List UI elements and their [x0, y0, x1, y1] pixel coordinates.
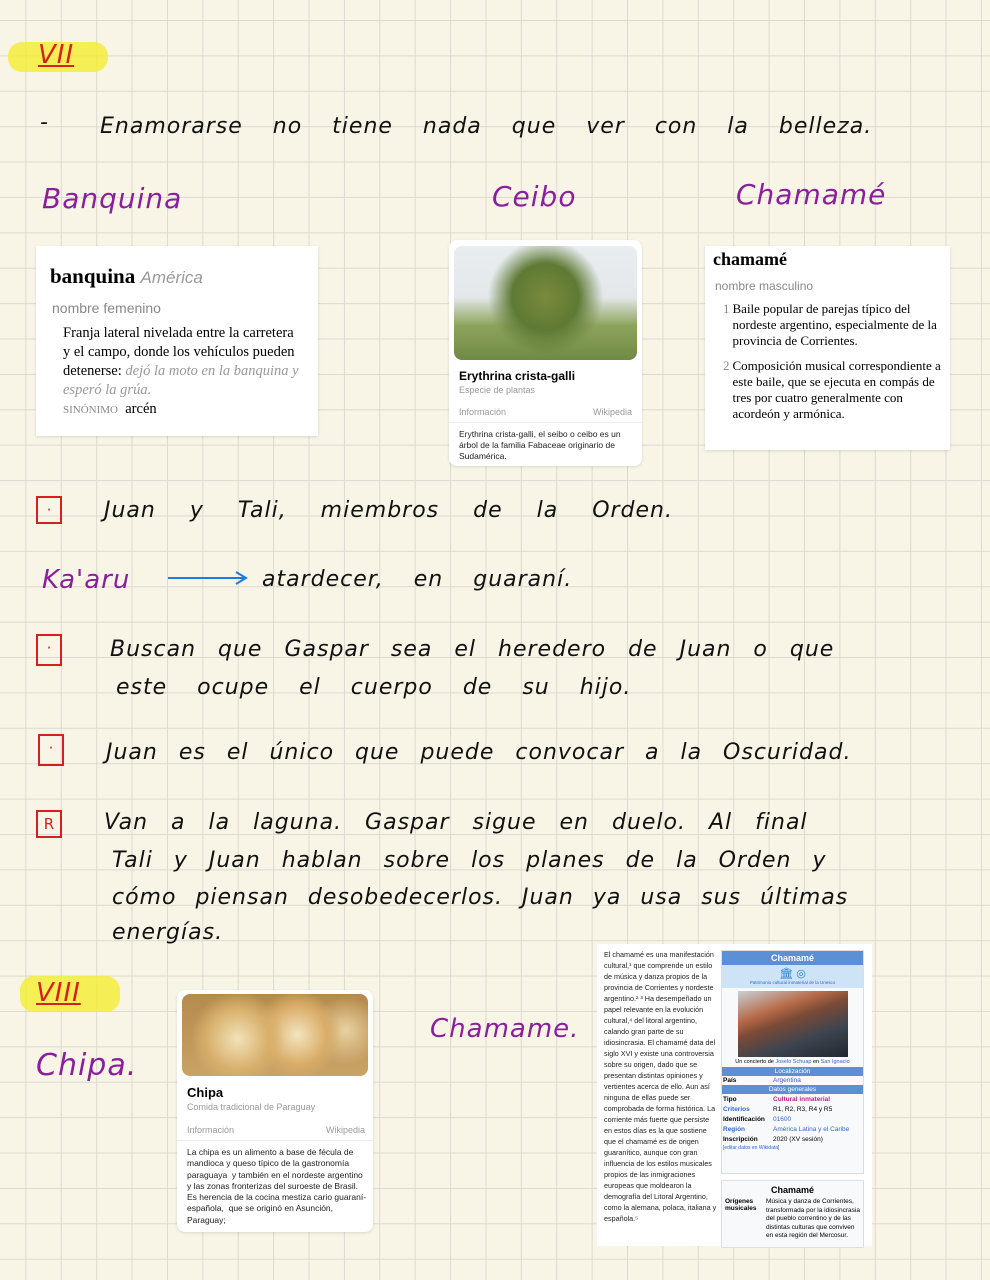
synonym-label: SINÓNIMO: [63, 404, 118, 416]
concert-photo: [738, 991, 848, 1057]
note-line: este ocupe el cuerpo de su hijo.: [116, 675, 632, 700]
sense-2: Composición musical correspondiente a este baile, que se ejecuta en compás de tres por cuatro generalmente con acordeón y armónica.: [732, 358, 941, 421]
checkbox-1[interactable]: ·: [36, 496, 62, 524]
sense-number: 2: [723, 358, 730, 373]
synonym: arcén: [125, 401, 157, 417]
checkbox-2[interactable]: ·: [36, 634, 62, 666]
edit-wikidata-link[interactable]: [editar datos en Wikidata]: [723, 1145, 780, 1151]
row-key: Tipo: [723, 1096, 737, 1103]
summary: La chipa es un alimento a base de fécula de mandioca y queso típico de la gastronomía paraguaya y también en el nordeste argentino y las zonas fronterizas del suroeste de Brasil. Es herencia de la cocina mestiza cario guaraní-española, que se originó en Asunción, Paraguay;: [187, 1147, 375, 1225]
example: dejó la moto en la banquina y esperó la grúa.: [63, 363, 299, 398]
arrow-icon: [166, 569, 250, 587]
infobox-2: [721, 1180, 864, 1248]
sense-number: 1: [723, 301, 730, 316]
unesco-label: Patrimonio cultural inmaterial de la Unesco: [749, 980, 836, 985]
kaaru-definition: atardecer, en guaraní.: [262, 567, 573, 592]
row-key: País: [723, 1077, 737, 1084]
subtitle: Comida tradicional de Paraguay: [187, 1102, 316, 1112]
infobox-title: Chamamé: [722, 951, 863, 965]
row-value[interactable]: 01600: [773, 1116, 792, 1123]
row-value[interactable]: Cultural inmaterial: [773, 1096, 831, 1103]
title: Chipa: [187, 1085, 224, 1100]
note-line: cómo piensan desobedecerlos. Juan ya usa sus últimas: [112, 885, 849, 910]
source-link[interactable]: Wikipedia: [592, 407, 632, 417]
info-label: Información: [187, 1125, 235, 1135]
title: Erythrina crista-galli: [459, 369, 576, 383]
grammar: nombre femenino: [52, 300, 161, 316]
definition: Franja lateral nivelada entre la carretera y el campo, donde los vehículos pueden detenerse:: [63, 325, 295, 379]
chipa-image: [182, 994, 368, 1076]
word-chamame: Chamamé: [736, 178, 887, 211]
ceibo-wikipedia-card: [449, 240, 642, 466]
sense-1: Baile popular de parejas típico del nordeste argentino, especialmente de la provincia de Corrientes.: [732, 301, 937, 348]
row-key[interactable]: Criterios: [723, 1106, 750, 1113]
banquina-definition-card: [36, 246, 318, 436]
row-key: Identificación: [723, 1116, 765, 1123]
infobox: [721, 950, 864, 1174]
chamame-wikipedia-article: [597, 944, 872, 1246]
grammar: nombre masculino: [715, 279, 814, 293]
section-heading-viii: VIII: [36, 978, 81, 1008]
section-header: Datos generales: [722, 1085, 863, 1094]
checkbox-3[interactable]: ·: [38, 734, 64, 766]
checkbox-4[interactable]: R: [36, 810, 62, 838]
row-value[interactable]: América Latina y el Caribe: [773, 1126, 850, 1133]
row-value: Música y danza de Corrientes, transformada por la idiosincrasia del pueblo correntino y de las distintas culturas que conviven en esta región del Mercosur.: [766, 1198, 860, 1239]
section-heading-vii: VII: [38, 40, 75, 70]
word-chipa: Chipa.: [36, 1048, 138, 1083]
note-line: Enamorarse no tiene nada que ver con la belleza.: [100, 114, 873, 139]
row-value: 2020 (XV sesión): [773, 1136, 823, 1143]
caption: Un concierto de: [735, 1059, 776, 1065]
summary: Erythrina crista-galli, el seibo o ceibo es un árbol de la familia Fabaceae originario de Sudamérica.: [459, 429, 621, 461]
note-line: Juan y Tali, miembros de la Orden.: [104, 498, 673, 523]
unesco-icon: 🏛 ◎: [779, 968, 806, 980]
dash: -: [40, 110, 49, 135]
subtitle: Especie de plantas: [459, 385, 536, 395]
chamame-definition-card: [705, 246, 950, 450]
infobox-title: Chamamé: [770, 1185, 815, 1195]
row-key: Inscripción: [723, 1136, 758, 1143]
word-kaaru: Ka'aru: [42, 565, 131, 595]
region: América: [140, 268, 203, 287]
row-value[interactable]: Argentina: [773, 1077, 801, 1084]
section-header: Localización: [722, 1067, 863, 1076]
source-link[interactable]: Wikipedia: [325, 1125, 365, 1135]
row-key: Orígenes musicales: [725, 1198, 757, 1212]
word-banquina: Banquina: [42, 182, 183, 215]
chipa-wikipedia-card: [177, 990, 373, 1232]
note-line: Juan es el único que puede convocar a la Oscuridad.: [106, 740, 852, 765]
row-key[interactable]: Región: [723, 1126, 746, 1133]
note-line: Tali y Juan hablan sobre los planes de la Orden y: [112, 848, 827, 873]
headword: chamamé: [713, 249, 787, 269]
info-label: Información: [459, 407, 507, 417]
caption: en: [811, 1059, 821, 1065]
word-chamame-2: Chamame.: [430, 1014, 580, 1044]
word-ceibo: Ceibo: [492, 180, 577, 213]
row-value: R1, R2, R3, R4 y R5: [773, 1106, 833, 1113]
link[interactable]: San Ignacio: [820, 1059, 850, 1065]
note-line: Van a la laguna. Gaspar sigue en duelo. Al final: [104, 810, 808, 835]
note-line: energías.: [112, 920, 224, 945]
link[interactable]: Joselo Schuap: [775, 1059, 812, 1065]
headword: banquina: [50, 264, 136, 288]
article-text: El chamamé es una manifestación cultural,¹ que comprende un estilo de música y danza propios de la provincia de Corrientes y nordeste argentino.² ³ Ha desempeñado un papel relevante en la evolución cultural,⁴ del litoral argentino, calando gran parte de su idiosincrasia. El chamamé data del siglo XVI y existe una controversia sobre su origen, dado que se presentan distintas opiniones y vertientes acerca de ello. Aun así ninguna de ellas puede ser comprobada de forma histórica. La corriente más fuerte que persiste en estos días es la que sostiene que el chamamé es de origen guaranítico, aunque con gran influencia de los estilos musicales propios de las inmigraciones europeas que moldearon la demografía del Litoral Argentino, como la alemana, polaca, italiana y española.⁵: [604, 950, 717, 1223]
note-line: Buscan que Gaspar sea el heredero de Juan o que: [110, 637, 835, 662]
ceibo-tree-image: [454, 246, 637, 360]
